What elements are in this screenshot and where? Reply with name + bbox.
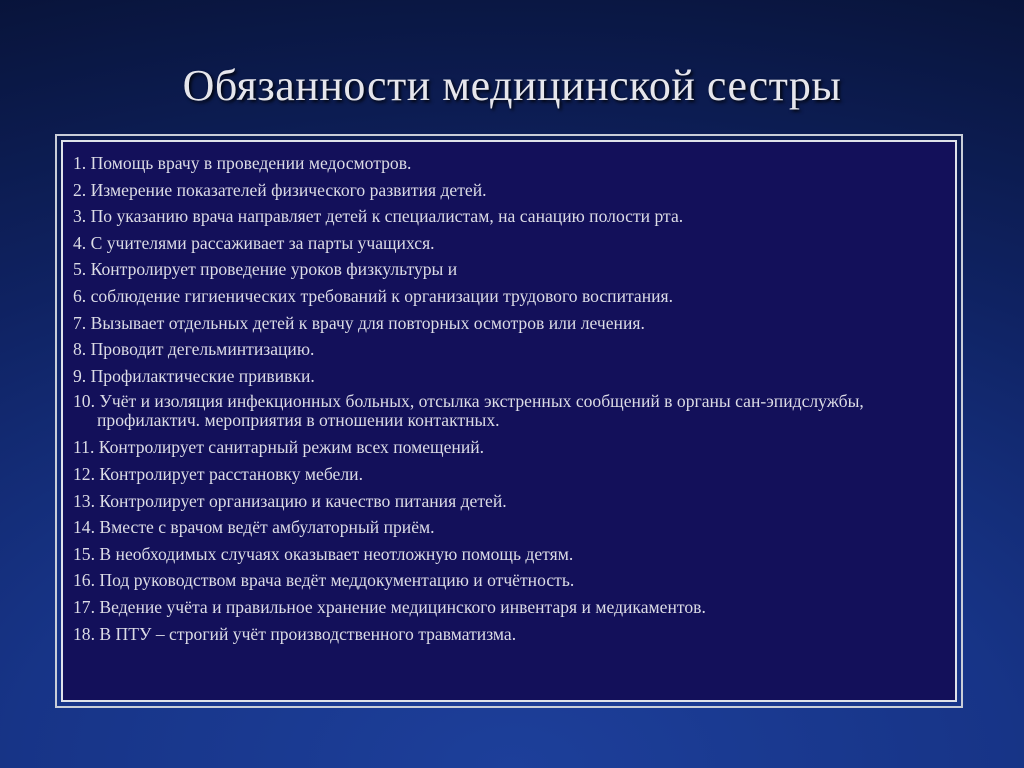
content-box xyxy=(61,140,957,702)
list-item: 10. Учёт и изоляция инфекционных больных, отсылка экстренных сообщений в органы сан-эпидслужбы, профилактич. мероприятия в отношении контактных. xyxy=(73,391,864,431)
list-item: 13. Контролирует организацию и качество питания детей. xyxy=(73,490,507,511)
list-item: 8. Проводит дегельминтизацию. xyxy=(73,339,315,360)
list-item: 5. Контролирует проведение уроков физкультуры и xyxy=(73,259,458,280)
list-item: 9. Профилактические прививки. xyxy=(73,365,315,386)
duties-list xyxy=(73,150,945,647)
list-item: 11. Контролирует санитарный режим всех помещений. xyxy=(73,437,485,458)
list-item: 12. Контролирует расстановку мебели. xyxy=(73,463,363,484)
content-frame xyxy=(55,134,963,708)
list-item: 14. Вместе с врачом ведёт амбулаторный приём. xyxy=(73,517,435,538)
list-item: 16. Под руководством врача ведёт меддокументацию и отчётность. xyxy=(73,570,575,591)
list-item: 15. В необходимых случаях оказывает неотложную помощь детям. xyxy=(73,543,574,564)
list-item: 17. Ведение учёта и правильное хранение медицинского инвентаря и медикаментов. xyxy=(73,596,706,617)
list-item: 6. соблюдение гигиенических требований к организации трудового воспитания. xyxy=(73,285,674,306)
list-item: 4. С учителями рассаживает за парты учащихся. xyxy=(73,232,435,253)
list-item: 18. В ПТУ – строгий учёт производственного травматизма. xyxy=(73,623,517,644)
list-item: 3. По указанию врача направляет детей к специалистам, на санацию полости рта. xyxy=(73,206,684,227)
list-item: 7. Вызывает отдельных детей к врачу для повторных осмотров или лечения. xyxy=(73,312,645,333)
list-item: 2. Измерение показателей физического развития детей. xyxy=(73,179,487,200)
slide-title: Обязанности медицинской сестры xyxy=(182,61,842,110)
list-item: 1. Помощь врачу в проведении медосмотров. xyxy=(73,153,412,173)
